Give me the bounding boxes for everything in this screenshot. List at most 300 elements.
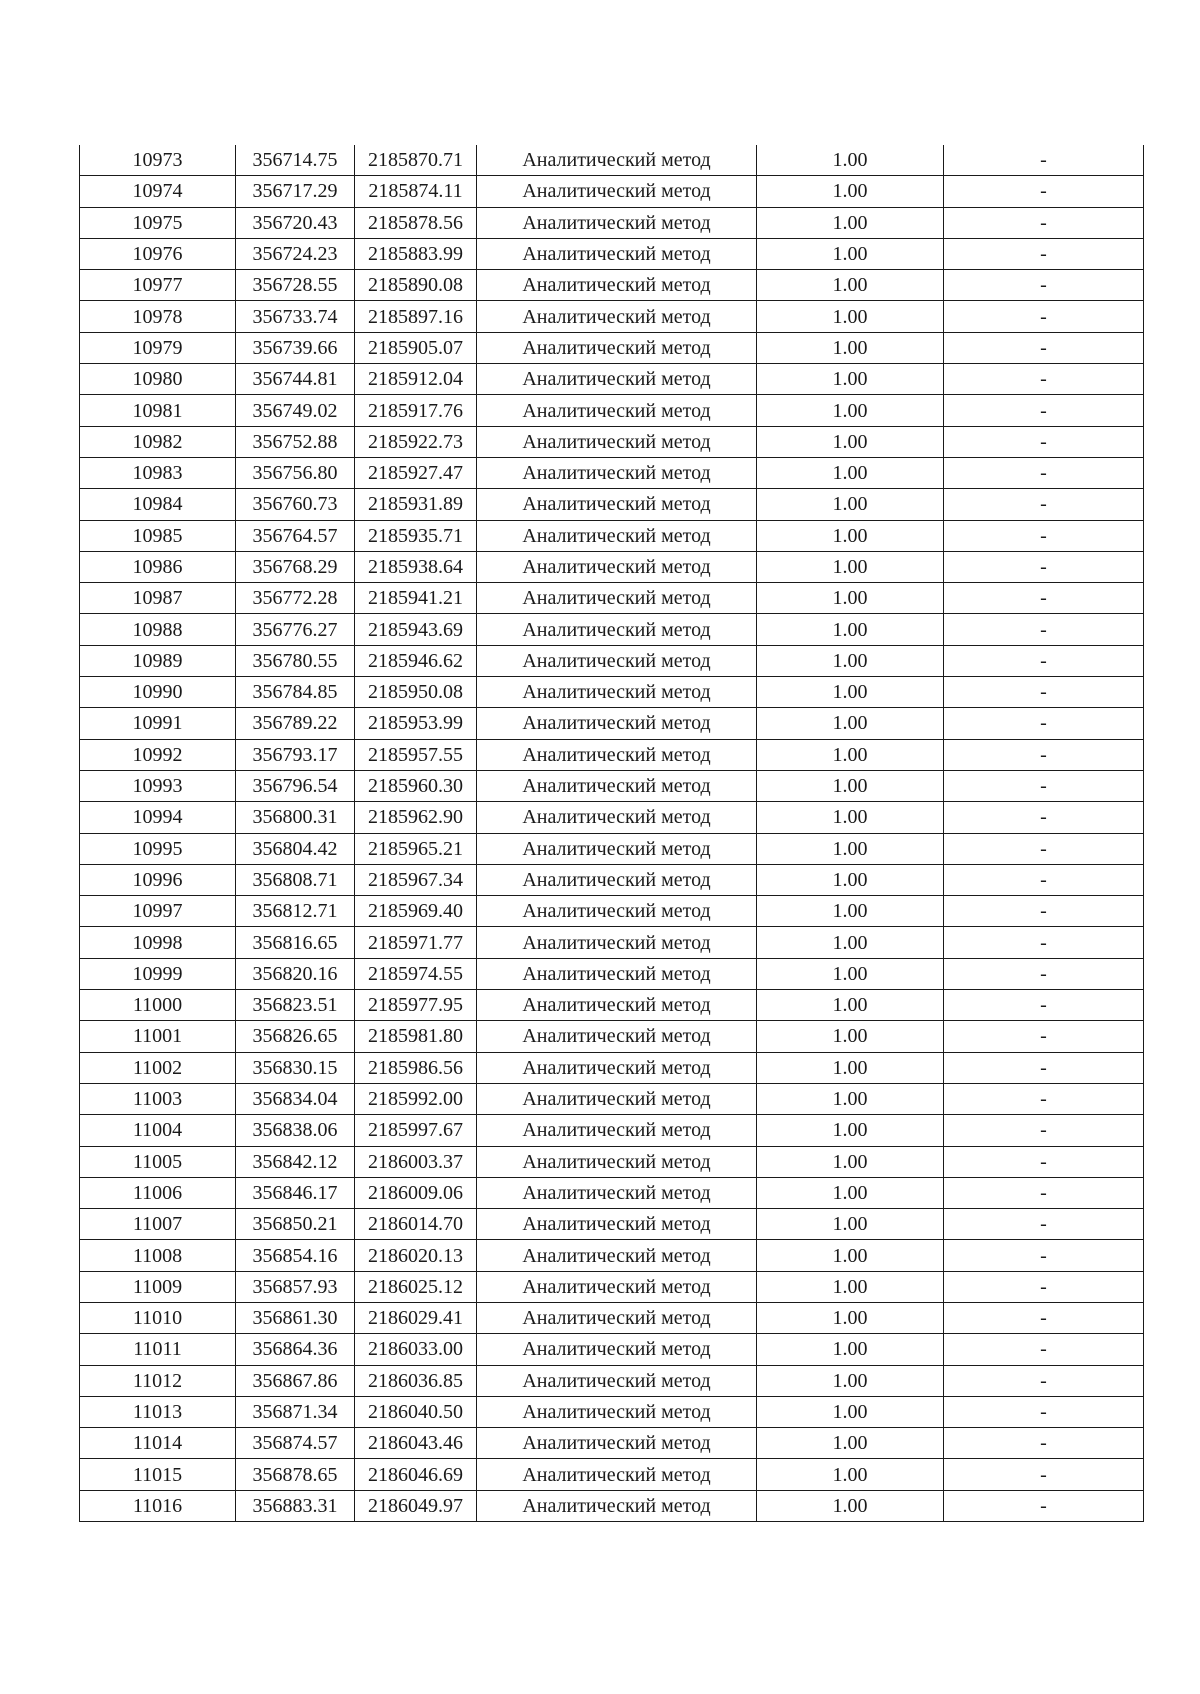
- note-cell: -: [944, 520, 1144, 551]
- x-coordinate-cell: 356784.85: [236, 677, 355, 708]
- x-coordinate-cell: 356764.57: [236, 520, 355, 551]
- x-coordinate-cell: 356728.55: [236, 270, 355, 301]
- point-number-cell: 10982: [80, 426, 236, 457]
- x-coordinate-cell: 356850.21: [236, 1209, 355, 1240]
- note-cell: -: [944, 770, 1144, 801]
- accuracy-cell: 1.00: [757, 1052, 944, 1083]
- point-number-cell: 10975: [80, 207, 236, 238]
- method-cell: Аналитический метод: [477, 520, 757, 551]
- accuracy-cell: 1.00: [757, 708, 944, 739]
- x-coordinate-cell: 356878.65: [236, 1459, 355, 1490]
- table-row: [80, 1240, 1144, 1271]
- y-coordinate-cell: 2185965.21: [355, 833, 477, 864]
- x-coordinate-cell: 356874.57: [236, 1428, 355, 1459]
- y-coordinate-cell: 2185969.40: [355, 896, 477, 927]
- y-coordinate-cell: 2185938.64: [355, 551, 477, 582]
- x-coordinate-cell: 356857.93: [236, 1271, 355, 1302]
- accuracy-cell: 1.00: [757, 833, 944, 864]
- point-number-cell: 10991: [80, 708, 236, 739]
- method-cell: Аналитический метод: [477, 645, 757, 676]
- point-number-cell: 11013: [80, 1396, 236, 1427]
- table-row: [80, 1459, 1144, 1490]
- note-cell: -: [944, 896, 1144, 927]
- x-coordinate-cell: 356808.71: [236, 864, 355, 895]
- note-cell: -: [944, 1146, 1144, 1177]
- table-row: [80, 1115, 1144, 1146]
- point-number-cell: 10993: [80, 770, 236, 801]
- accuracy-cell: 1.00: [757, 1428, 944, 1459]
- y-coordinate-cell: 2186033.00: [355, 1334, 477, 1365]
- table-row: [80, 1021, 1144, 1052]
- table-row: [80, 1052, 1144, 1083]
- note-cell: -: [944, 677, 1144, 708]
- note-cell: -: [944, 489, 1144, 520]
- point-number-cell: 10980: [80, 364, 236, 395]
- x-coordinate-cell: 356749.02: [236, 395, 355, 426]
- table-row: [80, 1146, 1144, 1177]
- y-coordinate-cell: 2186025.12: [355, 1271, 477, 1302]
- table-row: [80, 896, 1144, 927]
- accuracy-cell: 1.00: [757, 802, 944, 833]
- table-row: [80, 739, 1144, 770]
- point-number-cell: 11011: [80, 1334, 236, 1365]
- note-cell: -: [944, 1428, 1144, 1459]
- table-row: [80, 1490, 1144, 1521]
- accuracy-cell: 1.00: [757, 1490, 944, 1521]
- table-row: [80, 238, 1144, 269]
- note-cell: -: [944, 457, 1144, 488]
- point-number-cell: 11007: [80, 1209, 236, 1240]
- x-coordinate-cell: 356871.34: [236, 1396, 355, 1427]
- note-cell: -: [944, 238, 1144, 269]
- method-cell: Аналитический метод: [477, 426, 757, 457]
- x-coordinate-cell: 356830.15: [236, 1052, 355, 1083]
- accuracy-cell: 1.00: [757, 739, 944, 770]
- point-number-cell: 10976: [80, 238, 236, 269]
- method-cell: Аналитический метод: [477, 1240, 757, 1271]
- note-cell: -: [944, 864, 1144, 895]
- accuracy-cell: 1.00: [757, 1115, 944, 1146]
- table-row: [80, 802, 1144, 833]
- point-number-cell: 10984: [80, 489, 236, 520]
- method-cell: Аналитический метод: [477, 364, 757, 395]
- y-coordinate-cell: 2185997.67: [355, 1115, 477, 1146]
- y-coordinate-cell: 2186049.97: [355, 1490, 477, 1521]
- point-number-cell: 11002: [80, 1052, 236, 1083]
- accuracy-cell: 1.00: [757, 1209, 944, 1240]
- accuracy-cell: 1.00: [757, 896, 944, 927]
- x-coordinate-cell: 356776.27: [236, 614, 355, 645]
- x-coordinate-cell: 356739.66: [236, 332, 355, 363]
- accuracy-cell: 1.00: [757, 770, 944, 801]
- table-row: [80, 1365, 1144, 1396]
- note-cell: -: [944, 301, 1144, 332]
- table-row: [80, 645, 1144, 676]
- x-coordinate-cell: 356826.65: [236, 1021, 355, 1052]
- accuracy-cell: 1.00: [757, 677, 944, 708]
- y-coordinate-cell: 2185971.77: [355, 927, 477, 958]
- method-cell: Аналитический метод: [477, 583, 757, 614]
- coordinates-table-body: [80, 145, 1144, 1522]
- note-cell: -: [944, 426, 1144, 457]
- accuracy-cell: 1.00: [757, 520, 944, 551]
- note-cell: -: [944, 176, 1144, 207]
- method-cell: Аналитический метод: [477, 770, 757, 801]
- y-coordinate-cell: 2185943.69: [355, 614, 477, 645]
- method-cell: Аналитический метод: [477, 457, 757, 488]
- accuracy-cell: 1.00: [757, 270, 944, 301]
- accuracy-cell: 1.00: [757, 1271, 944, 1302]
- x-coordinate-cell: 356820.16: [236, 958, 355, 989]
- method-cell: Аналитический метод: [477, 677, 757, 708]
- accuracy-cell: 1.00: [757, 990, 944, 1021]
- x-coordinate-cell: 356756.80: [236, 457, 355, 488]
- point-number-cell: 10986: [80, 551, 236, 582]
- accuracy-cell: 1.00: [757, 395, 944, 426]
- accuracy-cell: 1.00: [757, 1459, 944, 1490]
- x-coordinate-cell: 356752.88: [236, 426, 355, 457]
- accuracy-cell: 1.00: [757, 1146, 944, 1177]
- y-coordinate-cell: 2185874.11: [355, 176, 477, 207]
- y-coordinate-cell: 2185890.08: [355, 270, 477, 301]
- method-cell: Аналитический метод: [477, 207, 757, 238]
- note-cell: -: [944, 1115, 1144, 1146]
- point-number-cell: 10973: [80, 145, 236, 176]
- note-cell: -: [944, 1490, 1144, 1521]
- method-cell: Аналитический метод: [477, 489, 757, 520]
- x-coordinate-cell: 356864.36: [236, 1334, 355, 1365]
- accuracy-cell: 1.00: [757, 645, 944, 676]
- point-number-cell: 10985: [80, 520, 236, 551]
- point-number-cell: 11008: [80, 1240, 236, 1271]
- method-cell: Аналитический метод: [477, 1490, 757, 1521]
- x-coordinate-cell: 356789.22: [236, 708, 355, 739]
- y-coordinate-cell: 2186003.37: [355, 1146, 477, 1177]
- y-coordinate-cell: 2185931.89: [355, 489, 477, 520]
- method-cell: Аналитический метод: [477, 1365, 757, 1396]
- point-number-cell: 10978: [80, 301, 236, 332]
- method-cell: Аналитический метод: [477, 1146, 757, 1177]
- point-number-cell: 10995: [80, 833, 236, 864]
- table-row: [80, 489, 1144, 520]
- table-row: [80, 864, 1144, 895]
- method-cell: Аналитический метод: [477, 301, 757, 332]
- y-coordinate-cell: 2185917.76: [355, 395, 477, 426]
- note-cell: -: [944, 833, 1144, 864]
- table-row: [80, 1209, 1144, 1240]
- point-number-cell: 11003: [80, 1083, 236, 1114]
- x-coordinate-cell: 356720.43: [236, 207, 355, 238]
- note-cell: -: [944, 1021, 1144, 1052]
- table-row: [80, 770, 1144, 801]
- accuracy-cell: 1.00: [757, 364, 944, 395]
- note-cell: -: [944, 708, 1144, 739]
- table-row: [80, 583, 1144, 614]
- method-cell: Аналитический метод: [477, 176, 757, 207]
- table-row: [80, 332, 1144, 363]
- method-cell: Аналитический метод: [477, 1083, 757, 1114]
- x-coordinate-cell: 356834.04: [236, 1083, 355, 1114]
- x-coordinate-cell: 356780.55: [236, 645, 355, 676]
- note-cell: -: [944, 927, 1144, 958]
- y-coordinate-cell: 2185935.71: [355, 520, 477, 551]
- point-number-cell: 11006: [80, 1177, 236, 1208]
- table-row: [80, 1302, 1144, 1333]
- table-row: [80, 1083, 1144, 1114]
- method-cell: Аналитический метод: [477, 1177, 757, 1208]
- table-row: [80, 270, 1144, 301]
- x-coordinate-cell: 356842.12: [236, 1146, 355, 1177]
- coordinates-table: [79, 145, 1144, 1522]
- x-coordinate-cell: 356854.16: [236, 1240, 355, 1271]
- note-cell: -: [944, 958, 1144, 989]
- point-number-cell: 10996: [80, 864, 236, 895]
- method-cell: Аналитический метод: [477, 145, 757, 176]
- method-cell: Аналитический метод: [477, 1052, 757, 1083]
- accuracy-cell: 1.00: [757, 614, 944, 645]
- note-cell: -: [944, 395, 1144, 426]
- y-coordinate-cell: 2185941.21: [355, 583, 477, 614]
- y-coordinate-cell: 2185957.55: [355, 739, 477, 770]
- x-coordinate-cell: 356733.74: [236, 301, 355, 332]
- note-cell: -: [944, 1334, 1144, 1365]
- method-cell: Аналитический метод: [477, 739, 757, 770]
- note-cell: -: [944, 1083, 1144, 1114]
- table-row: [80, 1428, 1144, 1459]
- point-number-cell: 10990: [80, 677, 236, 708]
- table-row: [80, 457, 1144, 488]
- point-number-cell: 11016: [80, 1490, 236, 1521]
- table-row: [80, 551, 1144, 582]
- method-cell: Аналитический метод: [477, 395, 757, 426]
- accuracy-cell: 1.00: [757, 927, 944, 958]
- y-coordinate-cell: 2185870.71: [355, 145, 477, 176]
- table-row: [80, 395, 1144, 426]
- table-row: [80, 1271, 1144, 1302]
- y-coordinate-cell: 2185967.34: [355, 864, 477, 895]
- point-number-cell: 10979: [80, 332, 236, 363]
- point-number-cell: 11010: [80, 1302, 236, 1333]
- table-row: [80, 1177, 1144, 1208]
- table-row: [80, 833, 1144, 864]
- table-row: [80, 426, 1144, 457]
- accuracy-cell: 1.00: [757, 176, 944, 207]
- point-number-cell: 11000: [80, 990, 236, 1021]
- table-row: [80, 1334, 1144, 1365]
- point-number-cell: 10997: [80, 896, 236, 927]
- method-cell: Аналитический метод: [477, 1396, 757, 1427]
- accuracy-cell: 1.00: [757, 1083, 944, 1114]
- accuracy-cell: 1.00: [757, 426, 944, 457]
- method-cell: Аналитический метод: [477, 332, 757, 363]
- y-coordinate-cell: 2185927.47: [355, 457, 477, 488]
- method-cell: Аналитический метод: [477, 958, 757, 989]
- accuracy-cell: 1.00: [757, 1177, 944, 1208]
- method-cell: Аналитический метод: [477, 927, 757, 958]
- accuracy-cell: 1.00: [757, 583, 944, 614]
- point-number-cell: 11015: [80, 1459, 236, 1490]
- y-coordinate-cell: 2185986.56: [355, 1052, 477, 1083]
- note-cell: -: [944, 614, 1144, 645]
- note-cell: -: [944, 364, 1144, 395]
- y-coordinate-cell: 2185905.07: [355, 332, 477, 363]
- note-cell: -: [944, 990, 1144, 1021]
- note-cell: -: [944, 1459, 1144, 1490]
- note-cell: -: [944, 583, 1144, 614]
- note-cell: -: [944, 1177, 1144, 1208]
- point-number-cell: 11001: [80, 1021, 236, 1052]
- accuracy-cell: 1.00: [757, 1365, 944, 1396]
- note-cell: -: [944, 1396, 1144, 1427]
- y-coordinate-cell: 2185912.04: [355, 364, 477, 395]
- accuracy-cell: 1.00: [757, 864, 944, 895]
- method-cell: Аналитический метод: [477, 802, 757, 833]
- method-cell: Аналитический метод: [477, 708, 757, 739]
- point-number-cell: 10974: [80, 176, 236, 207]
- method-cell: Аналитический метод: [477, 1459, 757, 1490]
- accuracy-cell: 1.00: [757, 1396, 944, 1427]
- table-row: [80, 364, 1144, 395]
- note-cell: -: [944, 551, 1144, 582]
- method-cell: Аналитический метод: [477, 1428, 757, 1459]
- method-cell: Аналитический метод: [477, 1271, 757, 1302]
- point-number-cell: 11014: [80, 1428, 236, 1459]
- point-number-cell: 10988: [80, 614, 236, 645]
- x-coordinate-cell: 356793.17: [236, 739, 355, 770]
- x-coordinate-cell: 356724.23: [236, 238, 355, 269]
- accuracy-cell: 1.00: [757, 238, 944, 269]
- y-coordinate-cell: 2186043.46: [355, 1428, 477, 1459]
- x-coordinate-cell: 356714.75: [236, 145, 355, 176]
- x-coordinate-cell: 356861.30: [236, 1302, 355, 1333]
- note-cell: -: [944, 1052, 1144, 1083]
- accuracy-cell: 1.00: [757, 489, 944, 520]
- method-cell: Аналитический метод: [477, 614, 757, 645]
- method-cell: Аналитический метод: [477, 1302, 757, 1333]
- y-coordinate-cell: 2185977.95: [355, 990, 477, 1021]
- point-number-cell: 11012: [80, 1365, 236, 1396]
- point-number-cell: 10981: [80, 395, 236, 426]
- method-cell: Аналитический метод: [477, 896, 757, 927]
- point-number-cell: 10992: [80, 739, 236, 770]
- accuracy-cell: 1.00: [757, 457, 944, 488]
- x-coordinate-cell: 356772.28: [236, 583, 355, 614]
- note-cell: -: [944, 1240, 1144, 1271]
- point-number-cell: 11009: [80, 1271, 236, 1302]
- x-coordinate-cell: 356883.31: [236, 1490, 355, 1521]
- y-coordinate-cell: 2185878.56: [355, 207, 477, 238]
- x-coordinate-cell: 356760.73: [236, 489, 355, 520]
- x-coordinate-cell: 356838.06: [236, 1115, 355, 1146]
- table-row: [80, 958, 1144, 989]
- table-row: [80, 614, 1144, 645]
- x-coordinate-cell: 356744.81: [236, 364, 355, 395]
- note-cell: -: [944, 207, 1144, 238]
- note-cell: -: [944, 1365, 1144, 1396]
- x-coordinate-cell: 356768.29: [236, 551, 355, 582]
- note-cell: -: [944, 802, 1144, 833]
- y-coordinate-cell: 2186036.85: [355, 1365, 477, 1396]
- point-number-cell: 10977: [80, 270, 236, 301]
- y-coordinate-cell: 2185883.99: [355, 238, 477, 269]
- y-coordinate-cell: 2186029.41: [355, 1302, 477, 1333]
- method-cell: Аналитический метод: [477, 1115, 757, 1146]
- method-cell: Аналитический метод: [477, 833, 757, 864]
- y-coordinate-cell: 2185974.55: [355, 958, 477, 989]
- x-coordinate-cell: 356800.31: [236, 802, 355, 833]
- method-cell: Аналитический метод: [477, 1334, 757, 1365]
- accuracy-cell: 1.00: [757, 958, 944, 989]
- x-coordinate-cell: 356867.86: [236, 1365, 355, 1396]
- table-row: [80, 927, 1144, 958]
- point-number-cell: 10987: [80, 583, 236, 614]
- x-coordinate-cell: 356796.54: [236, 770, 355, 801]
- note-cell: -: [944, 332, 1144, 363]
- accuracy-cell: 1.00: [757, 1021, 944, 1052]
- accuracy-cell: 1.00: [757, 1302, 944, 1333]
- y-coordinate-cell: 2185962.90: [355, 802, 477, 833]
- accuracy-cell: 1.00: [757, 207, 944, 238]
- note-cell: -: [944, 739, 1144, 770]
- x-coordinate-cell: 356804.42: [236, 833, 355, 864]
- x-coordinate-cell: 356812.71: [236, 896, 355, 927]
- table-row: [80, 1396, 1144, 1427]
- note-cell: -: [944, 645, 1144, 676]
- point-number-cell: 11005: [80, 1146, 236, 1177]
- y-coordinate-cell: 2185992.00: [355, 1083, 477, 1114]
- table-row: [80, 708, 1144, 739]
- y-coordinate-cell: 2186014.70: [355, 1209, 477, 1240]
- table-row: [80, 145, 1144, 176]
- x-coordinate-cell: 356717.29: [236, 176, 355, 207]
- y-coordinate-cell: 2186020.13: [355, 1240, 477, 1271]
- method-cell: Аналитический метод: [477, 1021, 757, 1052]
- accuracy-cell: 1.00: [757, 1334, 944, 1365]
- y-coordinate-cell: 2185953.99: [355, 708, 477, 739]
- x-coordinate-cell: 356816.65: [236, 927, 355, 958]
- table-row: [80, 677, 1144, 708]
- y-coordinate-cell: 2186046.69: [355, 1459, 477, 1490]
- point-number-cell: 10998: [80, 927, 236, 958]
- note-cell: -: [944, 1209, 1144, 1240]
- method-cell: Аналитический метод: [477, 551, 757, 582]
- point-number-cell: 10999: [80, 958, 236, 989]
- y-coordinate-cell: 2185960.30: [355, 770, 477, 801]
- point-number-cell: 10983: [80, 457, 236, 488]
- x-coordinate-cell: 356846.17: [236, 1177, 355, 1208]
- y-coordinate-cell: 2185950.08: [355, 677, 477, 708]
- table-row: [80, 520, 1144, 551]
- accuracy-cell: 1.00: [757, 301, 944, 332]
- accuracy-cell: 1.00: [757, 145, 944, 176]
- note-cell: -: [944, 1271, 1144, 1302]
- point-number-cell: 10994: [80, 802, 236, 833]
- table-row: [80, 990, 1144, 1021]
- point-number-cell: 10989: [80, 645, 236, 676]
- method-cell: Аналитический метод: [477, 1209, 757, 1240]
- method-cell: Аналитический метод: [477, 990, 757, 1021]
- y-coordinate-cell: 2185922.73: [355, 426, 477, 457]
- y-coordinate-cell: 2186040.50: [355, 1396, 477, 1427]
- table-row: [80, 207, 1144, 238]
- note-cell: -: [944, 145, 1144, 176]
- accuracy-cell: 1.00: [757, 332, 944, 363]
- table-row: [80, 301, 1144, 332]
- y-coordinate-cell: 2185897.16: [355, 301, 477, 332]
- point-number-cell: 11004: [80, 1115, 236, 1146]
- method-cell: Аналитический метод: [477, 238, 757, 269]
- accuracy-cell: 1.00: [757, 551, 944, 582]
